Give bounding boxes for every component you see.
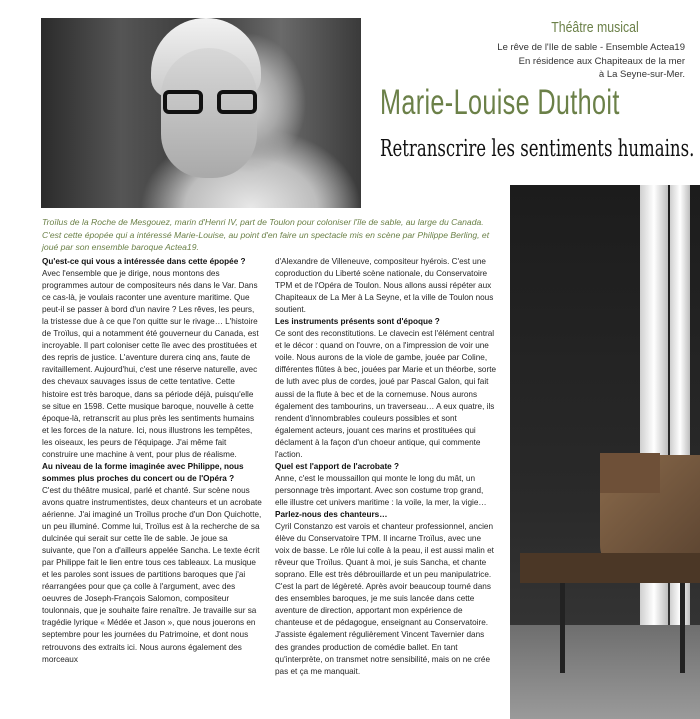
stage-floor — [510, 625, 700, 719]
stage-photo — [510, 185, 700, 719]
interview-question: Quel est l'apport de l'acrobate ? — [275, 461, 400, 471]
interview-answer: Ce sont des reconstitutions. Le clavecin est l'élément central et le décor : quand on l'ouvre, on a l'impression de voir une voile. Nous aurons de la viole de gambe, jouée par Coline, différentes flûtes à bec, jouées par Marie et un théorbe, sorte de luth avec plus de cordes, joué par Pascal Galon, qui fait aussi de la flute à bec et de la cornemuse. Nous aurons également des tambourins, un traverseau… A eux quatre, ils rendent d'innombrables couleurs possibles et sont également acteurs, jouant ces marins et prostituées qui déclament à la façon d'un choeur antique, qui commente l'action. — [275, 329, 497, 459]
show-info-line: à La Seyne-sur-Mer. — [598, 69, 685, 80]
show-info-line: En résidence aux Chapiteaux de la mer — [518, 55, 685, 67]
interview-question: Les instruments présents sont d'époque ? — [275, 317, 440, 327]
article-column-2 — [275, 256, 497, 678]
portrait-photo — [41, 18, 361, 208]
article-column-1 — [42, 256, 262, 666]
interview-question: Au niveau de la forme imaginée avec Philippe, nous sommes plus proches du concert ou de l'Opéra ? — [42, 461, 244, 483]
article-headline: Retranscrire les sentiments humains. — [380, 136, 695, 162]
interview-answer: Anne, c'est le moussaillon qui monte le long du mât, un personnage très important. Avec son costume trop grand, elle illustre cet univers maritime : la voile, la mer, la vigie… — [275, 473, 487, 507]
interview-answer: d'Alexandre de Villeneuve, compositeur hyérois. C'est une coproduction du Liberté scène nationale, du Conservatoire TPM et de l'Opéra de Toulon. Nous allons aussi répéter aux Chapiteaux de La Mer à La Seyne, et la ville de Toulon nous soutient. — [275, 257, 494, 315]
harpsichord-leg — [680, 583, 685, 673]
interview-answer: Cyril Constanzo est varois et chanteur professionnel, ancien élève du Conservatoire TPM. Il incarne Troïlus, avec une voix de basse. Le rôle lui colle à la peau, il est aussi malin et rêveur que Troïlus. Quant à moi, je suis Sancha, et chante soprano. Elle est très débrouillarde et un peu manipulatrice. C'est la part de légèreté. Après avoir beaucoup tourné dans des ensembles baroques, je me suis lancée dans cette aventure de direction, apportant mon expérience de chanteuse et de pédagogue, enseignant au Conservatoire. J'assiste également régulièrement Vincent Tavernier dans des grandes production de comédie ballet. En tant qu'interprète, on transmet notre sensibilité, mais on ne crée pas et ça me manquait. — [275, 522, 494, 676]
interview-answer: Avec l'ensemble que je dirige, nous montons des programmes autour de compositeurs nés dans le Var. Dans ce cas-là, je voulais raconter une aventure maritime. Que peut-il se passer à bord d'un navire ? Les rêves, les peurs, la tristesse due à ce que l'on quitte sur le rivage… L'histoire de Troïlus, qui a notamment été gouverneur du Canada, est incroyable. Il part coloniser cette île avec des prostituées et des repris de justice. L'aventure durera cinq ans, faute de ravitaillement. Aujourd'hui, c'est une réserve naturelle, avec des chevaux sauvages issus de cette tentative. Cette histoire est très baroque, dans sa période déjà, puisqu'elle se situe en 1598. Cette musique baroque, nouvelle à cette époque-là, retranscrit au plus près les sentiments humains et les forces de la nature. Ici, nous illustrons les tempêtes, les oiseaux, les peurs de l'équipage. J'ai même fait construire une machine à vent, pour plus de réalisme. — [42, 269, 259, 459]
show-info-line: Le rêve de l'Ile de sable - Ensemble Actea19 — [497, 42, 685, 53]
section-kicker: Théâtre musical — [551, 19, 639, 36]
interview-answer: C'est du théâtre musical, parlé et chanté. Sur scène nous avons quatre instrumentistes, deux chanteurs et un acrobate aérienne. J'ai imaginé un Troïlus proche d'un Don Quichotte, un peu illuminé. Comme lui, Troïlus est à la recherche de sa dulcinée qui serait sur cette île de sable. Je joue sa suivante, que l'on a d'ailleurs appelée Sancha. Le texte écrit par Philippe fait le lien entre tous ces tableaux. La musique et les paroles sont issues de partitions baroques que j'ai réarrangées pour que ça colle à l'argument, avec des oeuvres de Joseph-François Salomon, compositeur toulonnais, que je souhaite faire renaître. Je travaille sur sa tragédie lyrique « Médée et Jason », que nous jouerons en septembre pour les journées du Patrimoine, et dont nous retrouvons des extraits ici. Nous aurons également des morceaux — [42, 485, 262, 664]
portrait-glasses — [159, 90, 263, 114]
interview-question: Parlez-nous des chanteurs… — [275, 509, 388, 519]
harpsichord-leg — [560, 583, 565, 673]
show-info — [465, 41, 685, 82]
harpsichord-lid — [600, 453, 660, 493]
interview-question: Qu'est-ce qui vous a intéressée dans cette épopée ? — [42, 257, 246, 266]
article-lead: Troïlus de la Roche de Mesgouez, marin d'Henri IV, part de Toulon pour coloniser l'île de sable, au large du Canada. C'est cette épopée qui a intéressé Marie-Louise, au point d'en faire un spectacle mis en scène par Philippe Berling, et joué par son ensemble baroque Actea19. — [42, 217, 490, 253]
article-name: Marie-Louise Duthoit — [380, 83, 620, 122]
harpsichord-keyboard — [520, 553, 700, 583]
